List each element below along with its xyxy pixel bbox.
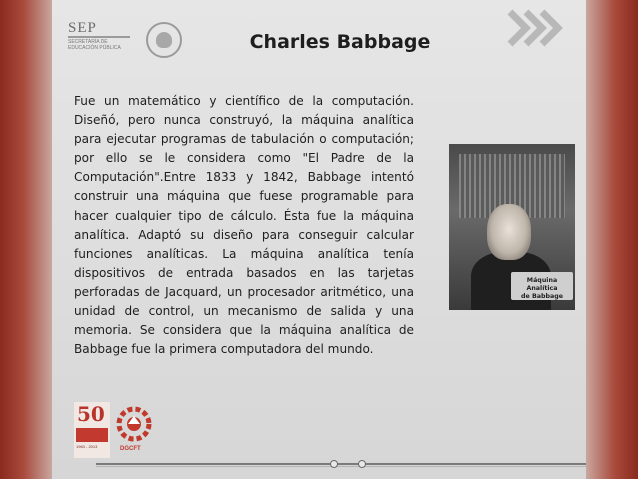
anniversary-years: 1963 - 2013 xyxy=(76,444,98,449)
biography-paragraph: Fue un matemático y científico de la computación. Diseñó, pero nunca construyó, la máquina analítica para ejecutar programas de tabulación o computación; por ello se le considera como "El Padre de la Computación".Entre 1833 y 1842, Babbage intentó construir una máquina que fuese programable para hacer cualquier tipo de cálculo. Ésta fue la máquina analítica. Adaptó su diseño para conseguir calcular funciones analíticas. La máquina analítica tenía dispositivos de entrada basados en las tarjetas perforadas de Jacquard, un procesador aritmético, una unidad de control, un mecanismo de salida y una memoria. Se considera que la máquina analítica de Babbage fue la primera computadora del mundo. xyxy=(74,94,414,357)
footer-dot-right xyxy=(358,460,366,468)
left-decorative-band xyxy=(0,0,52,479)
footer-divider-shadow xyxy=(96,466,586,467)
babbage-photo xyxy=(449,144,575,310)
anniversary-number: 50 xyxy=(77,402,105,426)
caption-line-1: Máquina Analítica xyxy=(526,277,558,292)
seal-eagle-shape xyxy=(156,32,172,48)
sep-logo-text: SEP xyxy=(68,20,97,36)
caption-line-2: de Babbage xyxy=(520,293,564,300)
sep-logo-icon xyxy=(68,20,136,52)
sep-logo-subtitle: SECRETARÍA DE EDUCACIÓN PÚBLICA xyxy=(68,39,121,51)
anniversary-band xyxy=(76,428,108,442)
anniversary-logo-icon xyxy=(74,402,110,458)
dgcft-gear-shape xyxy=(114,404,154,446)
slide-title: Charles Babbage xyxy=(249,31,431,53)
right-decorative-band xyxy=(586,0,638,479)
sep-logo-bar xyxy=(68,36,130,38)
footer-dot-left xyxy=(330,460,338,468)
photo-caption xyxy=(511,272,573,300)
double-chevron-icon xyxy=(504,6,564,50)
portrait-head xyxy=(487,204,531,260)
footer-divider xyxy=(96,463,586,465)
mexico-seal-icon xyxy=(146,22,182,58)
dgcft-label: DGCFT xyxy=(120,446,141,452)
dgcft-gear-icon xyxy=(114,404,154,458)
slide-header xyxy=(52,0,586,72)
